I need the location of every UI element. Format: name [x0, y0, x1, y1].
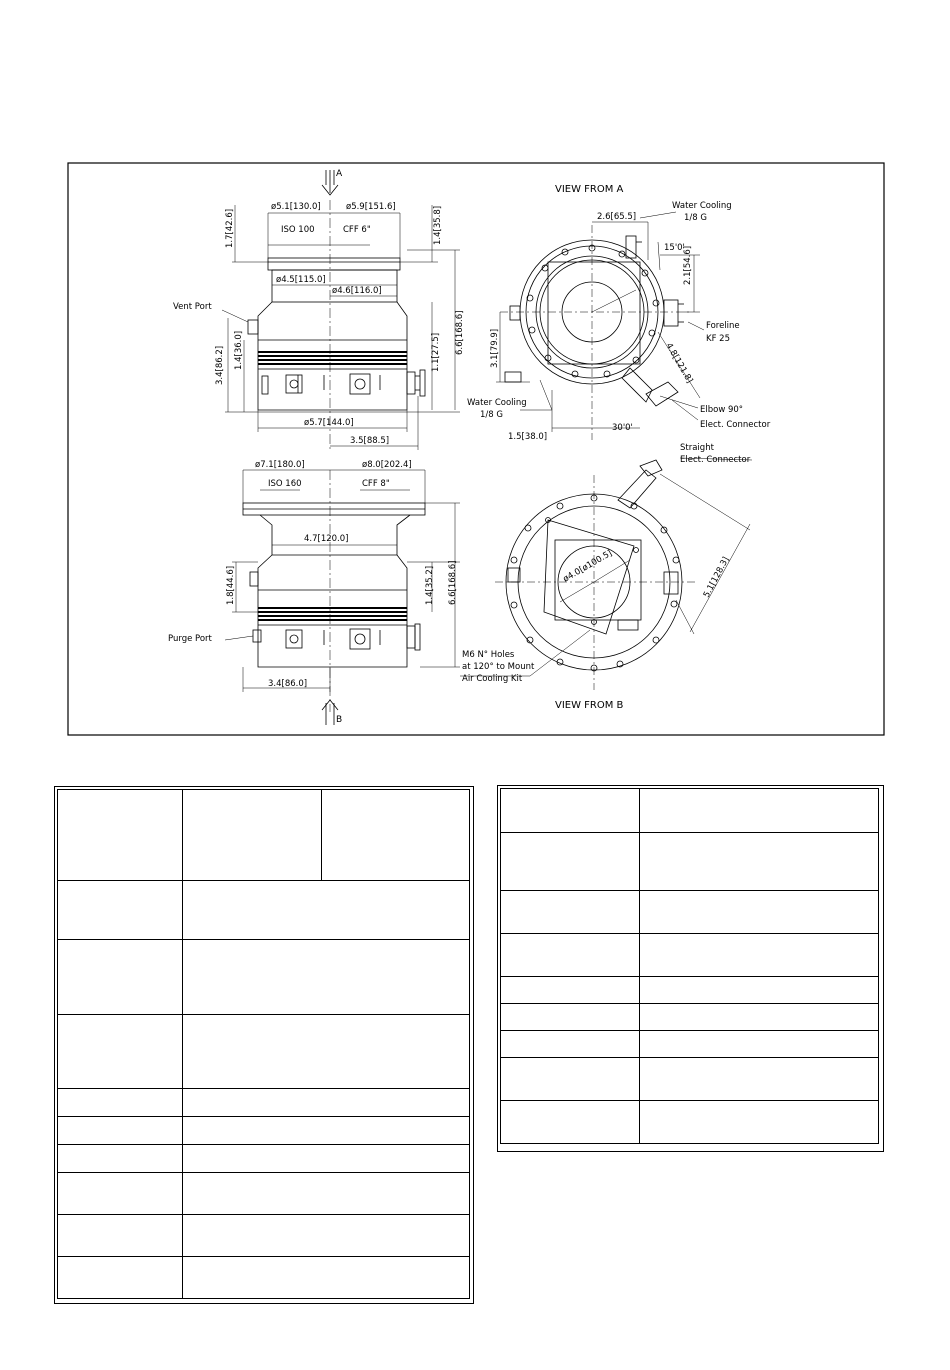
dim-va-left: 3.1[79.9] — [490, 328, 500, 368]
va-water-top-1: Water Cooling — [672, 201, 732, 211]
right-table-cell — [501, 934, 640, 977]
left-table-cell — [58, 1173, 183, 1215]
vb-straight-2: Elect. Connector — [680, 455, 751, 465]
left-table-cell — [183, 1215, 470, 1257]
right-table-cell — [640, 977, 879, 1004]
right-table-cell — [501, 1101, 640, 1144]
dim-bot-cff: CFF 8" — [362, 479, 390, 489]
dim-va-diag: 4.8[121.8] — [663, 341, 695, 386]
va-water-bot-2: 1/8 G — [480, 410, 503, 420]
left-table-cell — [183, 790, 322, 881]
dim-top-h-right-low: 1.1[27.5] — [431, 332, 441, 372]
dim-vb-inner: ø4.0[ø100.5] — [561, 548, 615, 585]
dim-va-top: 2.6[65.5] — [597, 212, 637, 222]
left-table-cell — [183, 1015, 470, 1089]
left-table-cell — [58, 1117, 183, 1145]
dim-va-bottom: 1.5[38.0] — [508, 432, 548, 442]
right-table-cell — [501, 977, 640, 1004]
dim-top-h-mid: 1.4[36.0] — [234, 330, 244, 370]
right-table-cell — [640, 891, 879, 934]
vb-holes-2: at 120° to Mount — [462, 662, 535, 672]
left-table-cell — [183, 940, 470, 1015]
dim-bot-total-h: 6.6[168.6] — [448, 560, 458, 605]
va-water-bot-1: Water Cooling — [467, 398, 527, 408]
view-a-title: VIEW FROM A — [555, 184, 624, 195]
left-table-cell — [58, 1089, 183, 1117]
dim-bot-base-off: 3.4[86.0] — [268, 679, 308, 689]
dim-bot-h-left: 1.8[44.6] — [226, 565, 236, 605]
va-elbow-label: Elbow 90° — [700, 405, 744, 415]
dim-va-right: 2.1[54.6] — [683, 245, 693, 285]
arrow-a-label: A — [336, 169, 343, 179]
right-table-cell — [640, 1031, 879, 1058]
vent-port-label: Vent Port — [173, 302, 212, 312]
pump-iso100-side-view — [222, 170, 460, 450]
left-table-cell — [183, 1257, 470, 1299]
dim-top-cff: CFF 6" — [343, 225, 371, 235]
right-table-cell — [501, 833, 640, 891]
right-table-cell — [640, 789, 879, 833]
left-table-cell — [322, 790, 470, 881]
right-table-cell — [640, 833, 879, 891]
left-table-cell — [58, 881, 183, 940]
left-table-cell — [183, 1173, 470, 1215]
dim-bot-d-body: 4.7[120.0] — [304, 534, 349, 544]
purge-port-label: Purge Port — [168, 634, 212, 644]
va-angle-30: 30'0' — [612, 423, 633, 433]
left-table-cell — [183, 1089, 470, 1117]
dim-top-h-low: 3.4[86.2] — [215, 345, 225, 385]
left-table-cell — [58, 1015, 183, 1089]
dim-top-h-right: 1.4[35.8] — [433, 205, 443, 245]
left-table-cell — [183, 1117, 470, 1145]
va-foreline-2: KF 25 — [706, 334, 730, 344]
dim-top-h-flange: 1.7[42.6] — [225, 208, 235, 248]
dim-top-total-h: 6.6[168.6] — [455, 310, 465, 355]
left-table-cell — [183, 881, 470, 940]
dim-top-iso: ISO 100 — [281, 225, 315, 235]
left-table-cell — [58, 1257, 183, 1299]
dim-top-base-off: 3.5[88.5] — [350, 436, 390, 446]
arrow-b-label: B — [336, 715, 343, 725]
left-table-cell — [183, 1145, 470, 1173]
left-table-cell — [58, 790, 183, 881]
right-table-cell — [640, 1058, 879, 1101]
left-table-cell — [58, 940, 183, 1015]
vb-holes-1: M6 N° Holes — [462, 650, 515, 660]
dim-bot-iso: ISO 160 — [268, 479, 302, 489]
dim-vb-diag: 5.1[128.3] — [701, 555, 732, 600]
va-water-top-2: 1/8 G — [684, 213, 707, 223]
dim-top-d-body: ø4.5[115.0] — [276, 275, 326, 285]
right-spec-table — [500, 788, 879, 1144]
dim-top-d-body2: ø4.6[116.0] — [332, 286, 382, 296]
dim-bot-h-right: 1.4[35.2] — [425, 565, 435, 605]
dim-top-d2: ø5.9[151.6] — [346, 202, 396, 212]
left-table-cell — [58, 1215, 183, 1257]
dim-bot-d1: ø7.1[180.0] — [255, 460, 305, 470]
view-b-title: VIEW FROM B — [555, 700, 624, 711]
right-table-cell — [501, 1058, 640, 1101]
right-table-cell — [501, 1004, 640, 1031]
va-angle-15: 15'0' — [664, 243, 685, 253]
right-table-cell — [640, 1101, 879, 1144]
dim-top-base-d: ø5.7[144.0] — [304, 418, 354, 428]
va-foreline-1: Foreline — [706, 321, 740, 331]
right-table-cell — [640, 934, 879, 977]
left-spec-table — [57, 789, 470, 1299]
right-table-cell — [501, 1031, 640, 1058]
right-table-cell — [501, 891, 640, 934]
right-table-cell — [640, 1004, 879, 1031]
vb-holes-3: Air Cooling Kit — [462, 674, 523, 684]
va-elect-label: Elect. Connector — [700, 420, 771, 430]
vb-straight-1: Straight — [680, 443, 714, 453]
left-table-cell — [58, 1145, 183, 1173]
right-table-cell — [501, 789, 640, 833]
dim-bot-d2: ø8.0[202.4] — [362, 460, 412, 470]
dim-top-d1: ø5.1[130.0] — [271, 202, 321, 212]
